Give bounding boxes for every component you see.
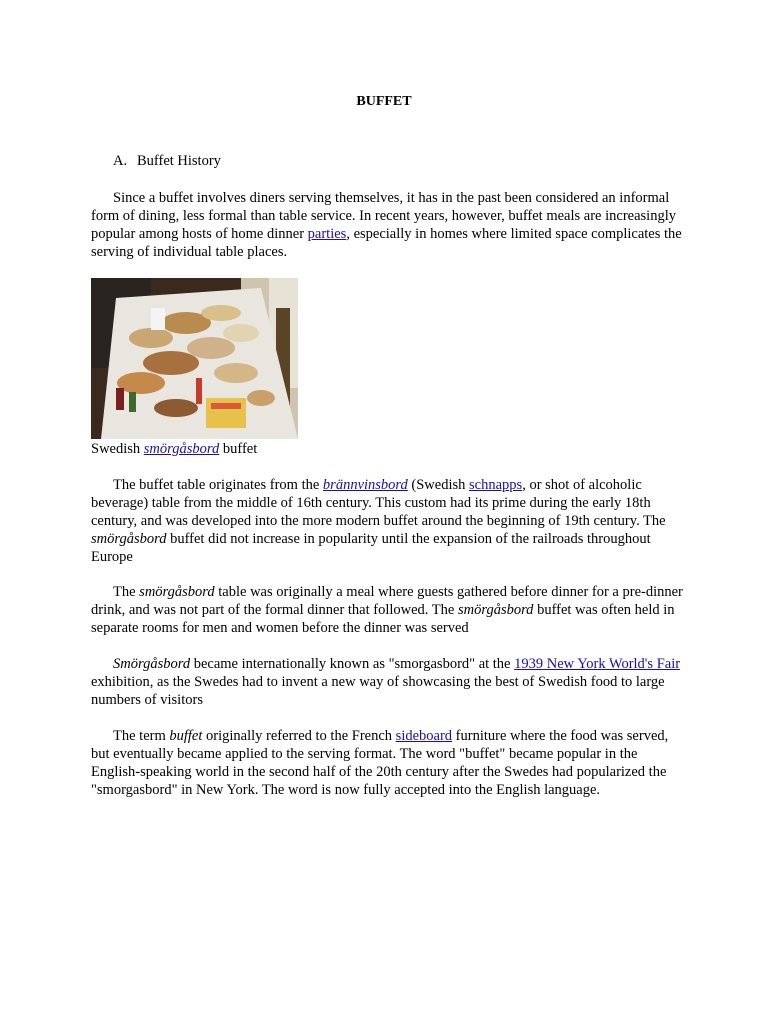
- text: brännvinsbord: [322, 477, 408, 493]
- paragraph-4: [91, 655, 683, 709]
- text: buffet: [219, 441, 258, 457]
- link-brannvinsbord[interactable]: [323, 477, 408, 493]
- section-number: A.: [113, 153, 128, 169]
- text: exhibition, as the Swedes had to invent a new way of showcasing the best of Swedish food to large numbers of visitors: [91, 674, 665, 708]
- link-worlds-fair[interactable]: 1939 New York World's Fair: [514, 656, 681, 672]
- image-caption: [91, 440, 257, 458]
- text: smörgåsbord: [143, 441, 220, 457]
- text: (Swedish: [407, 477, 470, 493]
- paragraph-1: [91, 189, 683, 261]
- link-schnapps[interactable]: schnapps: [469, 477, 523, 493]
- text: smörgåsbord: [91, 531, 167, 547]
- paragraph-5: [91, 727, 683, 799]
- smorgasbord-photo: [91, 278, 298, 439]
- text: The term: [113, 728, 170, 744]
- paragraph-2: [91, 476, 683, 566]
- text: furniture where the food was served, but eventually became applied to the serving format. The word "buffet" became popular in the English-speaking world in the second half of the 20th century after the Swedes had popularized the "smorgasbord" in New York. The word is now fully accepted into the English language.: [91, 728, 669, 798]
- document-title: BUFFET: [356, 94, 412, 109]
- text: buffet did not increase in popularity until the expansion of the railroads throughout Europe: [91, 531, 651, 565]
- text: originally referred to the French: [202, 728, 396, 744]
- text: smörgåsbord: [139, 584, 215, 600]
- text: The: [113, 584, 140, 600]
- text: Swedish: [91, 441, 144, 457]
- link-sideboard[interactable]: sideboard: [395, 728, 453, 744]
- text: The buffet table originates from the: [113, 477, 323, 493]
- text: Smörgåsbord: [113, 656, 191, 672]
- text: smörgåsbord: [457, 602, 534, 618]
- text: , especially in homes where limited space complicates the serving of individual table places.: [91, 226, 682, 260]
- link-parties[interactable]: parties: [307, 226, 347, 242]
- text: buffet was often held in separate rooms for men and women before the dinner was served: [91, 602, 675, 636]
- section-title: Buffet History: [137, 153, 221, 169]
- text: buffet: [169, 728, 203, 744]
- paragraph-3: [91, 583, 683, 637]
- text: became internationally known as "smorgasbord" at the: [190, 656, 515, 672]
- link-smorgasbord[interactable]: [144, 441, 219, 457]
- text: table was originally a meal where guests gathered before dinner for a pre-dinner drink, and was not part of the formal dinner that followed. The: [91, 584, 683, 618]
- section-heading: [113, 152, 221, 170]
- text: , or shot of alcoholic beverage) table from the middle of 16th century. This custom had its prime during the early 18th century, and was developed into the more modern buffet around the beginning of 19th century. The: [91, 477, 666, 529]
- text: Since a buffet involves diners serving themselves, it has in the past been considered an informal form of dining, less formal than table service. In recent years, however, buffet meals are increasingly popular among hosts of home dinner: [91, 190, 676, 242]
